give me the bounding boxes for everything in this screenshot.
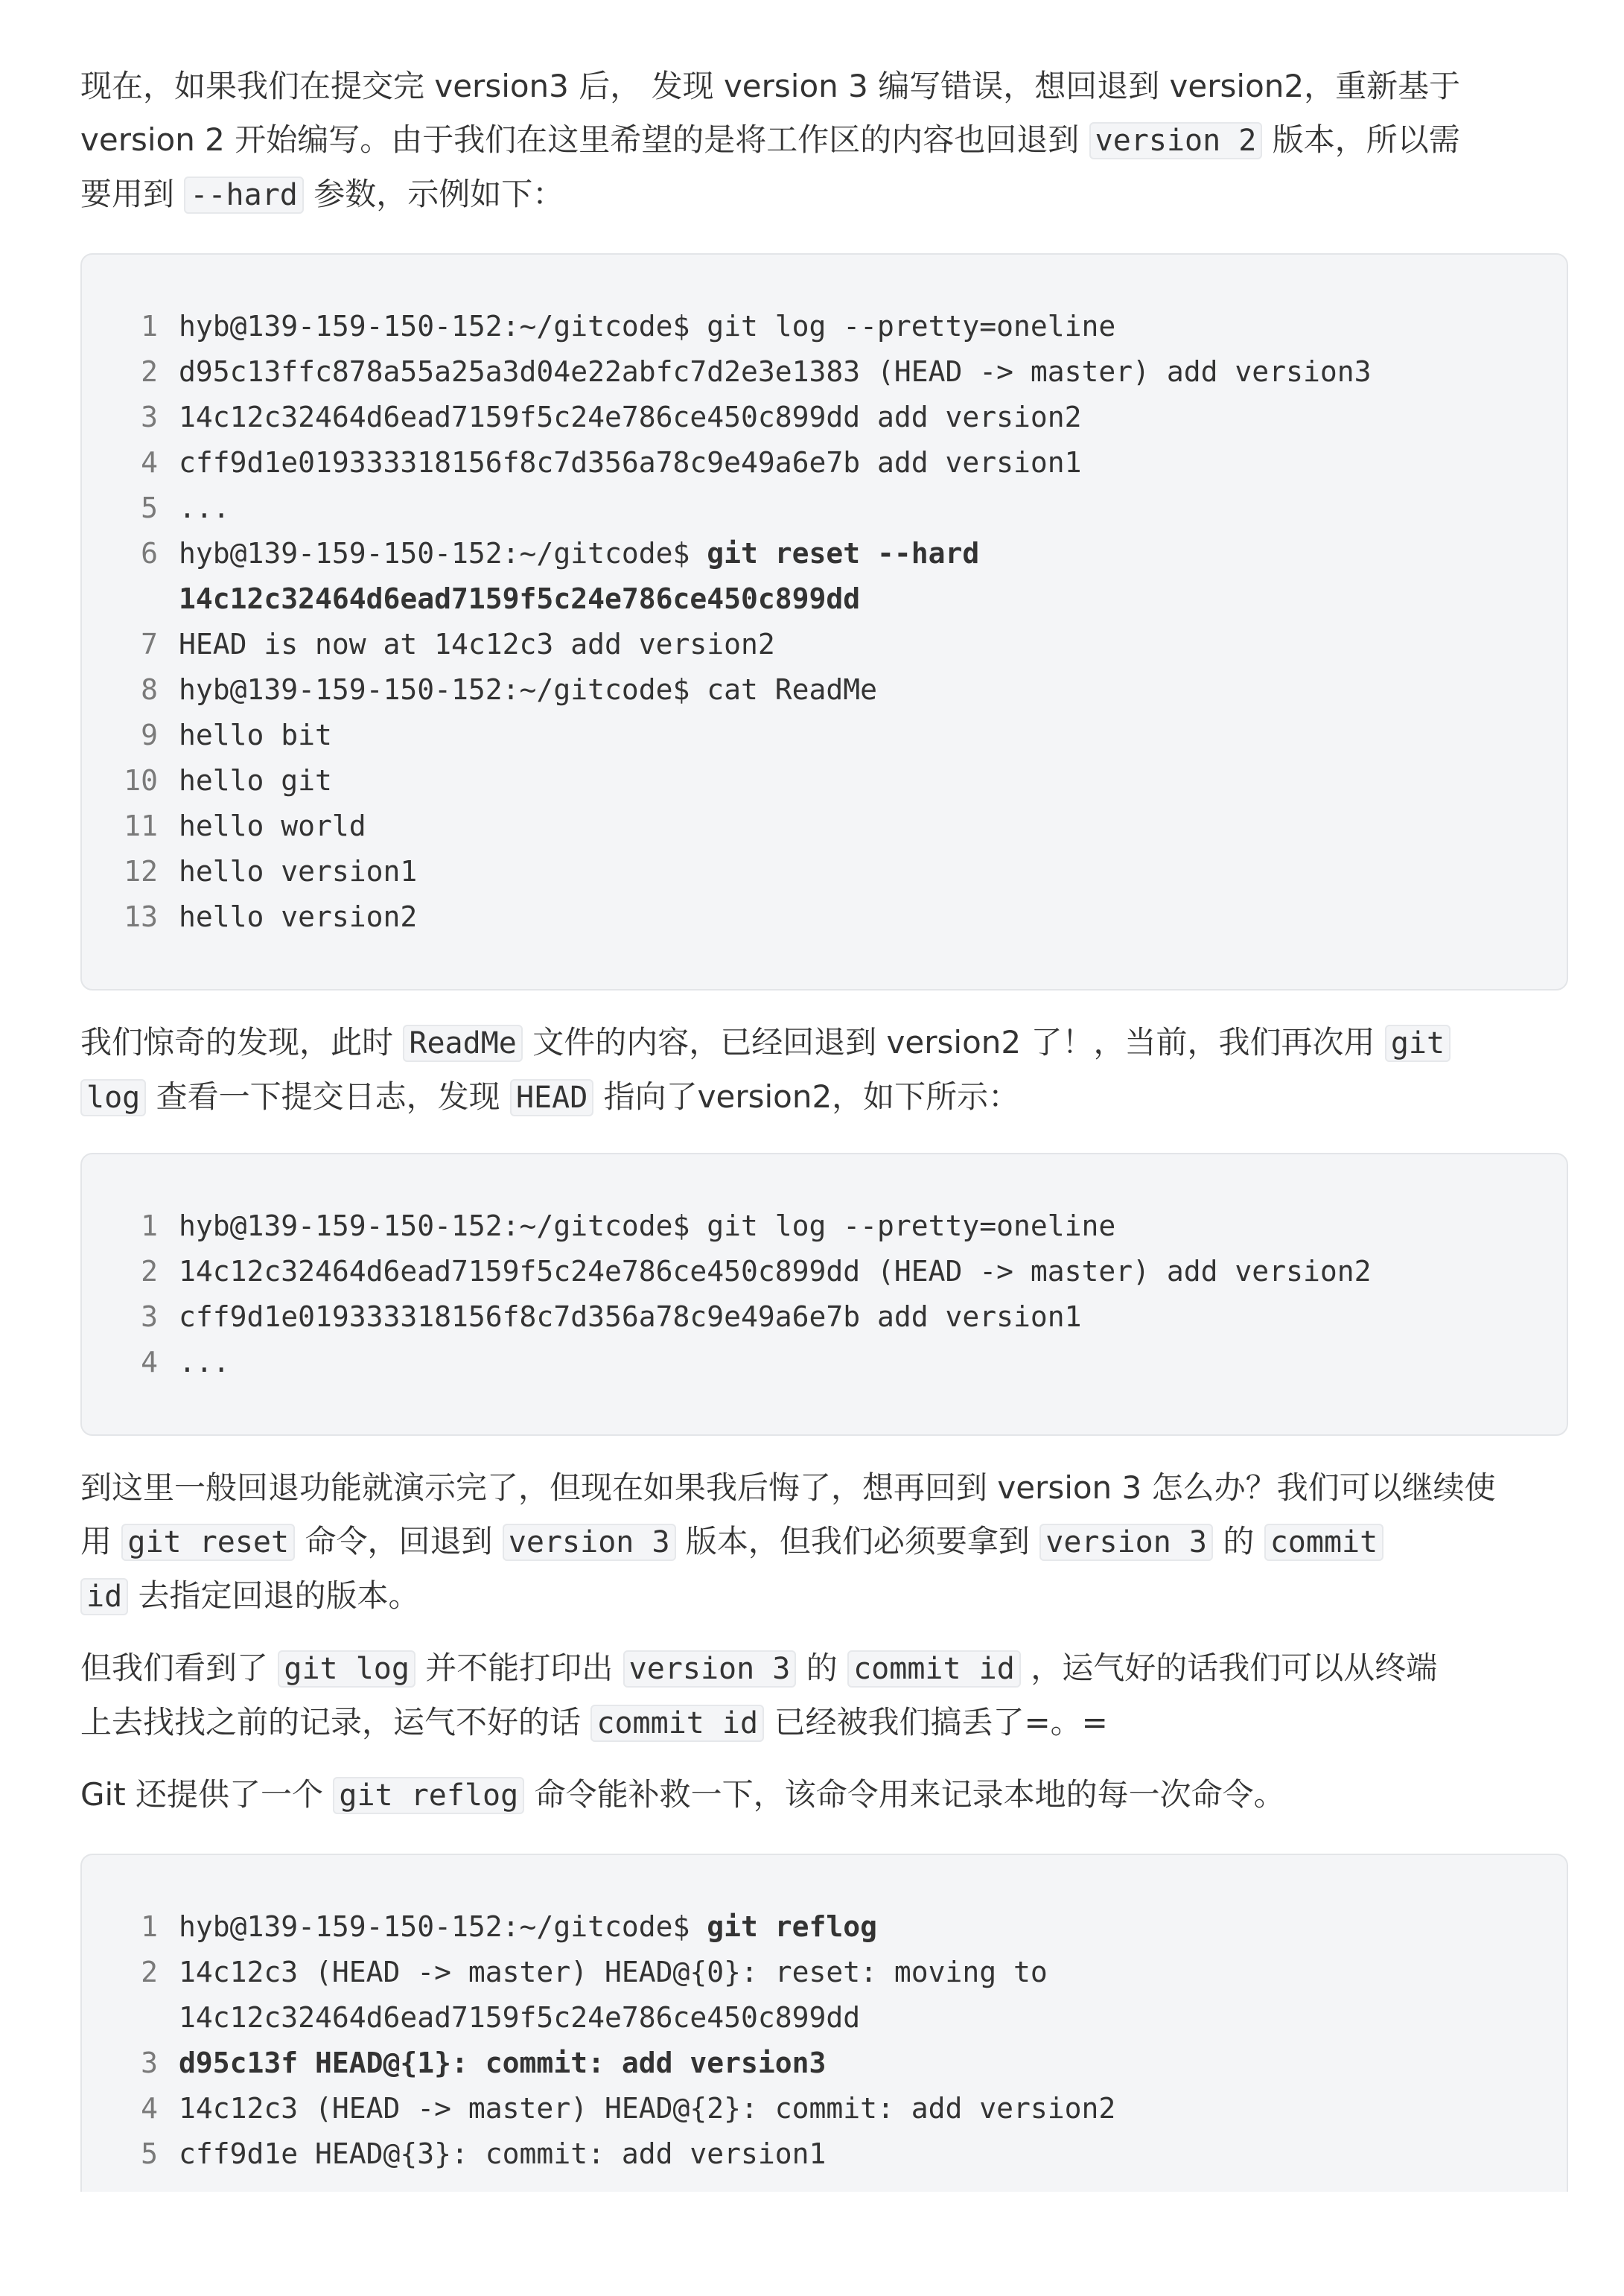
- line-number: 8: [141, 673, 158, 706]
- code-line: [82, 622, 1567, 667]
- text: 命令，回退到: [295, 1523, 503, 1559]
- code-block-reflog: [80, 1854, 1568, 2192]
- text: version 2 开始编写。由于我们在这里希望的是将工作区的内容也回退到: [80, 121, 1089, 158]
- code-text: [179, 531, 979, 622]
- text: 版本，所以需: [1262, 121, 1460, 158]
- text: ，运气好的话我们可以从终端: [1020, 1650, 1438, 1686]
- line-number: 7: [141, 628, 158, 661]
- code-line: [82, 2041, 1567, 2086]
- code-block-reset: [80, 253, 1568, 990]
- text: 的: [796, 1650, 848, 1686]
- code-line: [82, 667, 1567, 713]
- line-number: 10: [124, 764, 158, 797]
- code-text-part: 14c12c3 (HEAD -> master) HEAD@{0}: reset: moving to: [179, 1956, 1048, 1988]
- text: 参数，示例如下：: [303, 176, 564, 212]
- paragraph-lost-id: [80, 1641, 1570, 1750]
- code-block-log: [80, 1153, 1568, 1436]
- code-line: [82, 2086, 1567, 2131]
- code-line: [82, 1294, 1567, 1340]
- code-line: [82, 804, 1567, 849]
- code-bold: d95c13f HEAD@{1}: commit: add version3: [179, 2047, 827, 2079]
- text: 到这里一般回退功能就演示完了，但现在如果我后悔了，想再回到 version 3 怎么办？我们可以继续使: [80, 1469, 1496, 1506]
- code-line: [82, 1340, 1567, 1385]
- line-number: 13: [124, 900, 158, 933]
- line-number: 3: [141, 1300, 158, 1333]
- text: 并不能打印出: [415, 1650, 623, 1686]
- code-text: hello version1: [179, 855, 418, 888]
- code-text: hello version2: [179, 900, 418, 933]
- text: 文件的内容，已经回退到 version2 了！，当前，我们再次用: [522, 1024, 1385, 1060]
- line-number: 4: [141, 446, 158, 479]
- code-text: hello git: [179, 764, 332, 797]
- code-text: hyb@139-159-150-152:~/gitcode$ cat ReadMe: [179, 673, 877, 706]
- line-number: 5: [141, 492, 158, 524]
- code-line: [82, 1249, 1567, 1294]
- text: 但我们看到了: [80, 1650, 278, 1686]
- line-number: 4: [141, 1346, 158, 1378]
- code-text: hyb@139-159-150-152:~/gitcode$ git log --pretty=oneline: [179, 310, 1116, 343]
- code-line: [82, 440, 1567, 486]
- inline-code: commit: [1264, 1524, 1384, 1561]
- code-text: d95c13ffc878a55a25a3d04e22abfc7d2e3e1383 (HEAD -> master) add version3: [179, 355, 1372, 388]
- code-prompt: hyb@139-159-150-152:~/gitcode$: [179, 537, 707, 570]
- code-text: hello bit: [179, 719, 332, 751]
- inline-code: commit id: [590, 1705, 764, 1742]
- inline-code: log: [80, 1079, 146, 1116]
- code-text: hello world: [179, 810, 366, 842]
- inline-code: version 3: [623, 1650, 797, 1688]
- line-number: 9: [141, 719, 158, 751]
- text: 现在，如果我们在提交完 version3 后， 发现 version 3 编写错误，想回退到 version2，重新基于: [80, 68, 1461, 104]
- line-number: 2: [141, 1255, 158, 1288]
- paragraph-reflog: [80, 1768, 1570, 1822]
- code-bold: 14c12c32464d6ead7159f5c24e786ce450c899dd: [179, 582, 861, 615]
- code-line: [82, 713, 1567, 758]
- inline-code: git reflog: [333, 1777, 524, 1814]
- text: 要用到: [80, 176, 185, 212]
- inline-code: version 3: [503, 1524, 676, 1561]
- code-text: ...: [179, 1346, 230, 1378]
- code-text: cff9d1e019333318156f8c7d356a78c9e49a6e7b add version1: [179, 446, 1082, 479]
- text: 用: [80, 1523, 122, 1559]
- inline-code: commit id: [847, 1650, 1021, 1688]
- code-line: [82, 1950, 1567, 2041]
- line-number: 1: [141, 1209, 158, 1242]
- text: 版本，但我们必须要拿到: [675, 1523, 1040, 1559]
- code-line: [82, 486, 1567, 531]
- inline-code: --hard: [184, 177, 304, 214]
- text: 我们惊奇的发现，此时: [80, 1024, 404, 1060]
- code-line: [82, 849, 1567, 894]
- text: 查看一下提交日志，发现: [146, 1078, 510, 1115]
- code-line: [82, 395, 1567, 440]
- inline-code: git log: [278, 1650, 415, 1688]
- inline-code: version 3: [1039, 1524, 1213, 1561]
- line-number: 6: [141, 537, 158, 570]
- inline-code: version 2: [1089, 122, 1263, 159]
- code-line: [82, 531, 1567, 622]
- code-text: [179, 1904, 877, 1950]
- line-number: 3: [141, 401, 158, 433]
- code-bold: git reflog: [707, 1910, 877, 1943]
- text: 去指定回退的版本。: [128, 1577, 420, 1614]
- code-line: [82, 1203, 1567, 1249]
- code-bold: git reset --hard: [707, 537, 980, 570]
- code-text: [179, 2041, 826, 2086]
- line-number: 3: [141, 2047, 158, 2079]
- line-number: 2: [141, 1956, 158, 1988]
- line-number: 4: [141, 2092, 158, 2125]
- code-text: ...: [179, 492, 230, 524]
- paragraph-regret: [80, 1461, 1570, 1624]
- line-number: 1: [141, 310, 158, 343]
- inline-code: git: [1385, 1025, 1451, 1062]
- inline-code: HEAD: [510, 1079, 593, 1116]
- inline-code: git reset: [121, 1524, 295, 1561]
- code-text: cff9d1e019333318156f8c7d356a78c9e49a6e7b add version1: [179, 1300, 1082, 1333]
- code-text: 14c12c3 (HEAD -> master) HEAD@{2}: commit: add version2: [179, 2092, 1116, 2125]
- text: Git 还提供了一个: [80, 1776, 334, 1813]
- line-number: 11: [124, 810, 158, 842]
- code-line: [82, 894, 1567, 940]
- line-number: 2: [141, 355, 158, 388]
- code-line: [82, 2131, 1567, 2177]
- inline-code: ReadMe: [403, 1025, 523, 1062]
- paragraph-intro: [80, 60, 1570, 222]
- code-text-part: 14c12c32464d6ead7159f5c24e786ce450c899dd: [179, 2001, 861, 2034]
- code-text: [179, 1950, 1048, 2041]
- code-line: [82, 304, 1567, 349]
- code-text: HEAD is now at 14c12c3 add version2: [179, 628, 775, 661]
- code-line: [82, 349, 1567, 395]
- line-number: 5: [141, 2137, 158, 2170]
- text: 命令能补救一下，该命令用来记录本地的每一次命令。: [524, 1776, 1285, 1813]
- paragraph-readme-result: [80, 1016, 1570, 1125]
- code-line: [82, 758, 1567, 804]
- code-prompt: hyb@139-159-150-152:~/gitcode$: [179, 1910, 707, 1943]
- text: 的: [1213, 1523, 1264, 1559]
- code-text: cff9d1e HEAD@{3}: commit: add version1: [179, 2137, 827, 2170]
- code-line: [82, 1904, 1567, 1950]
- inline-code: id: [80, 1578, 128, 1615]
- code-text: 14c12c32464d6ead7159f5c24e786ce450c899dd (HEAD -> master) add version2: [179, 1255, 1372, 1288]
- document-page: [80, 60, 1570, 2192]
- code-text: hyb@139-159-150-152:~/gitcode$ git log --pretty=oneline: [179, 1209, 1116, 1242]
- text: 指向了version2，如下所示：: [593, 1078, 1020, 1115]
- line-number: 1: [141, 1910, 158, 1943]
- code-text: 14c12c32464d6ead7159f5c24e786ce450c899dd add version2: [179, 401, 1082, 433]
- line-number: 12: [124, 855, 158, 888]
- text: 已经被我们搞丢了=。=: [764, 1704, 1108, 1740]
- text: 上去找找之前的记录，运气不好的话: [80, 1704, 591, 1740]
